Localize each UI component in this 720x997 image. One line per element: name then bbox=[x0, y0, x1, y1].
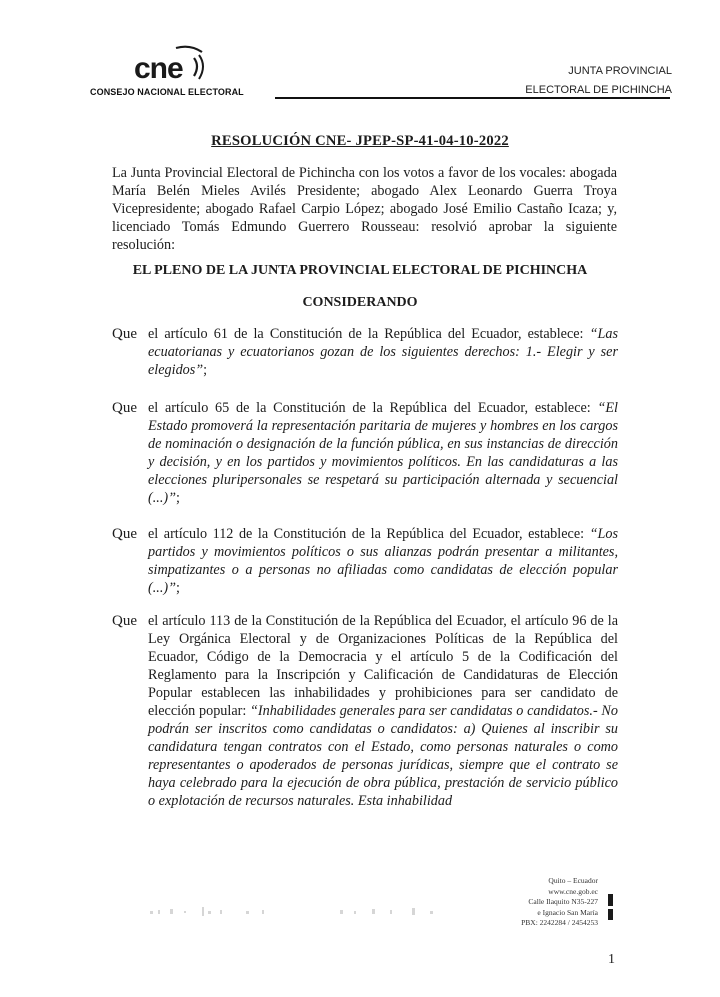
intro-paragraph: La Junta Provincial Electoral de Pichincha con los votos a favor de los vocales: abogada María Belén Mieles Avilés Presidente; abogado Alex Leonardo Guerra Troya Vicepresidente; abogado Rafael Carpio López; abogado José Emilio Castaño Icaza; y, licenciado Tomás Edmundo Guerrero Rousseau: resolvió aprobar la siguiente resolución: bbox=[112, 165, 617, 253]
faint-stamp-icon bbox=[150, 905, 440, 921]
footer-address-line: Calle Ilaquito N35-227 bbox=[528, 897, 598, 906]
que-label: Que bbox=[112, 613, 137, 629]
organization-name bbox=[525, 62, 672, 100]
footer-address-line: PBX: 2242284 / 2454253 bbox=[521, 918, 598, 927]
resolution-title: RESOLUCIÓN CNE- JPEP-SP-41-04-10-2022 bbox=[211, 133, 509, 149]
que-label: Que bbox=[112, 526, 137, 542]
considerando-tail: ; bbox=[175, 580, 180, 596]
considerando-plain: el artículo 113 de la Constitución de la República del Ecuador, el artículo 96 de la Ley Orgánica Electoral y de Organizaciones Políticas de la República del Ecuador, Código de la Democracia y el artículo 5 de la Codificación del Reglamento para la Inscripción y Calificación de Candidaturas de Elección Popular establecen las inhabilidades y prohibiciones para ser candidato de elección popular: bbox=[148, 613, 618, 719]
considerando-quote: “Los partidos y movimientos políticos o sus alianzas podrán presentar a militantes, simpatizantes o a personas no afiliadas como candidatas de elección popular (...)” bbox=[148, 526, 618, 596]
considerando-quote: “Las ecuatorianas y ecuatorianos gozan de los siguientes derechos: 1.- Elegir y ser elegidos” bbox=[148, 326, 618, 378]
organization-line-2: ELECTORAL DE PICHINCHA bbox=[525, 84, 672, 96]
considerando-quote: “Inhabilidades generales para ser candidatas o candidatos.- No podrán ser inscritos como candidatas o candidatos: a) Quienes al inscribir su candidatura tengan contratos con el Estado, como personas naturales o como representantes o apoderados de personas jurídicas, siempre que el contrato se haya celebrado para la ejecución de obra pública, prestación de servicio público o explotación de recursos naturales. Esta inhabilidad bbox=[148, 703, 618, 809]
considerando-plain: el artículo 61 de la Constitución de la República del Ecuador, establece: bbox=[148, 326, 590, 342]
organization-line-1: JUNTA PROVINCIAL bbox=[568, 65, 672, 77]
considerando-text bbox=[148, 399, 618, 507]
considerando-plain: el artículo 112 de la Constitución de la República del Ecuador, establece: bbox=[148, 526, 590, 542]
logo-subtitle: CONSEJO NACIONAL ELECTORAL bbox=[90, 87, 244, 97]
footer-bars-icon bbox=[608, 894, 614, 922]
considerando-heading: CONSIDERANDO bbox=[302, 295, 418, 310]
que-label: Que bbox=[112, 400, 137, 416]
considerando-plain: el artículo 65 de la Constitución de la República del Ecuador, establece: bbox=[148, 400, 598, 416]
cne-logo-mark-icon bbox=[132, 40, 208, 86]
footer-address-line: Quito – Ecuador bbox=[548, 876, 598, 885]
footer-address-line: e Ignacio San María bbox=[537, 907, 598, 917]
pleno-heading: EL PLENO DE LA JUNTA PROVINCIAL ELECTORAL DE PICHINCHA bbox=[132, 263, 588, 278]
header-divider bbox=[275, 97, 670, 99]
considerando-text bbox=[148, 525, 618, 597]
considerando-tail: ; bbox=[203, 362, 208, 378]
footer-address-line: www.cne.gob.ec bbox=[548, 886, 598, 896]
considerando-quote: “El Estado promoverá la representación paritaria de mujeres y hombres en los cargos de nominación o designación de la función pública, en sus instancias de dirección y decisión, y en los partidos y movimientos políticos. En las candidaturas a las elecciones pluripersonales se respetará su participación alternada y secuencial (...)” bbox=[148, 400, 618, 506]
considerando-tail: ; bbox=[175, 490, 180, 506]
logo-wordmark: cne bbox=[134, 52, 183, 85]
page-number: 1 bbox=[608, 952, 615, 967]
considerando-text bbox=[148, 325, 618, 379]
considerando-text bbox=[148, 612, 618, 810]
que-label: Que bbox=[112, 326, 137, 342]
cne-logo bbox=[88, 40, 258, 100]
footer-address bbox=[490, 876, 598, 929]
